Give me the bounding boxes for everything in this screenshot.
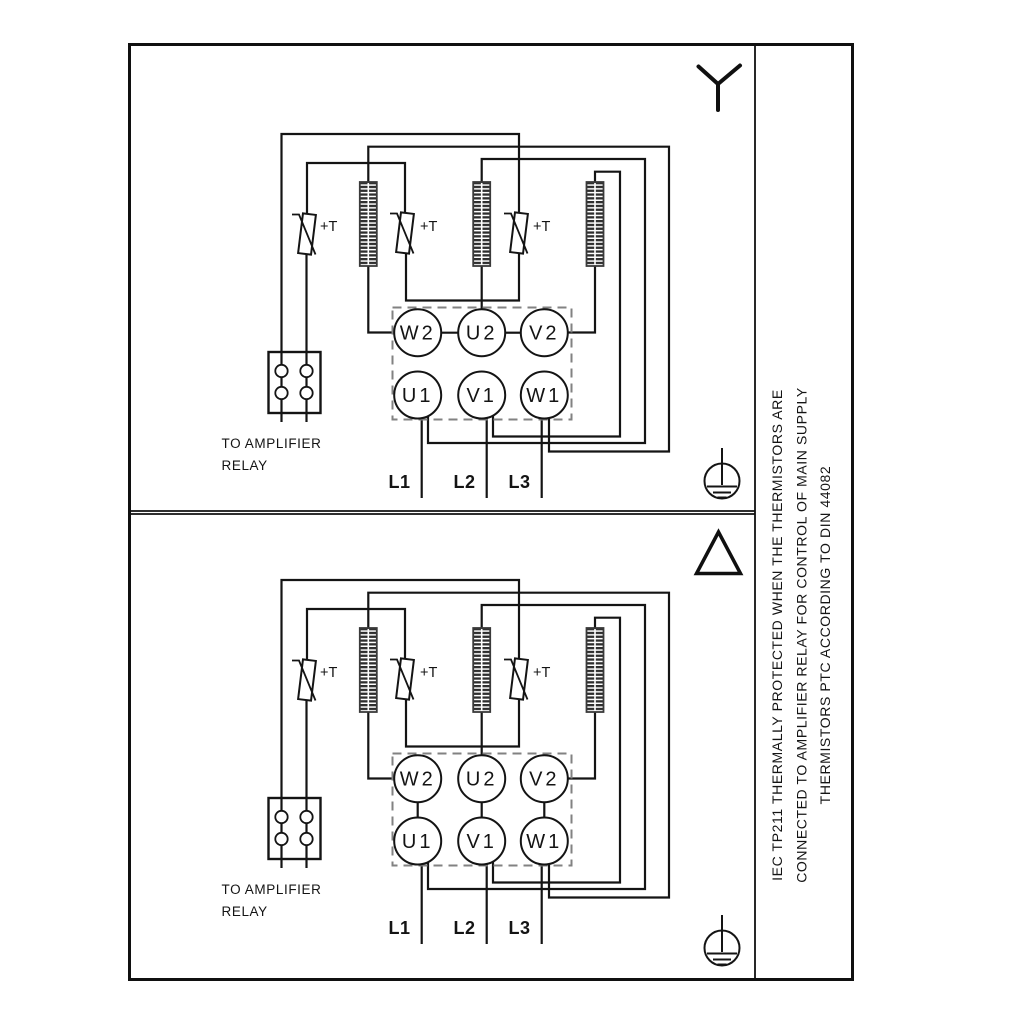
protective-earth-icon bbox=[705, 915, 740, 966]
delta-connection-icon bbox=[697, 532, 741, 574]
delta-panel-extras bbox=[418, 532, 741, 966]
side-note-line2: CONNECTED TO AMPLIFIER RELAY FOR CONTROL OF MAIN SUPPLY bbox=[793, 387, 810, 883]
side-note-line3: THERMISTORS PTC ACCORDING TO DIN 44082 bbox=[817, 465, 833, 805]
star-connection-icon bbox=[699, 66, 741, 111]
side-note-line1: IEC TP211 THERMALLY PROTECTED WHEN THE THERMISTORS ARE bbox=[769, 389, 785, 881]
side-note bbox=[769, 387, 833, 883]
protective-earth-icon bbox=[705, 448, 740, 499]
star-panel-wiring bbox=[222, 134, 670, 498]
delta-panel-wiring bbox=[222, 580, 670, 944]
